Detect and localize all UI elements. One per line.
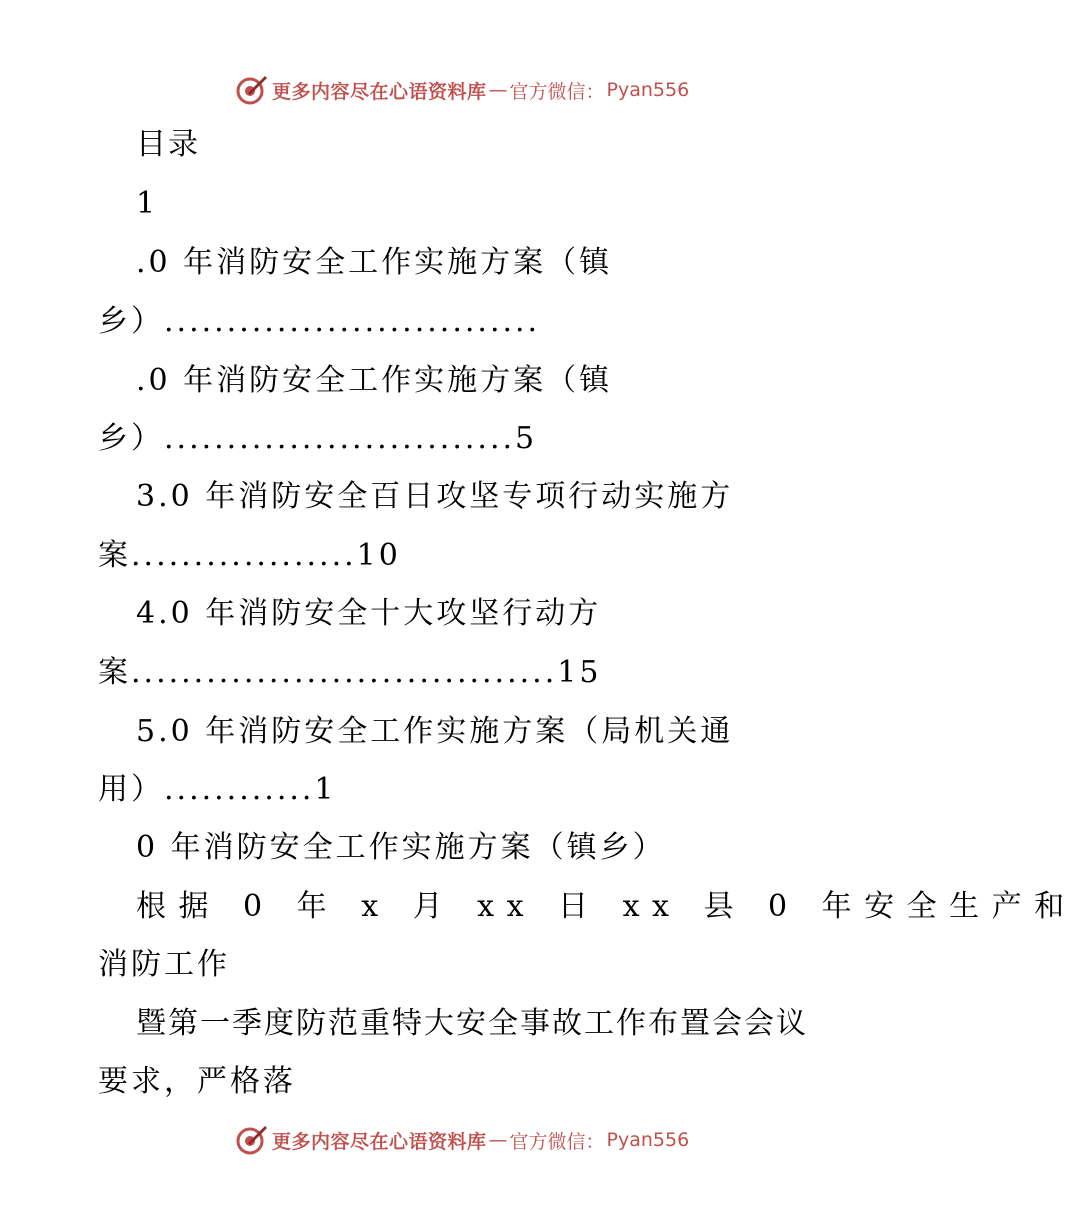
toc-entry-4-line1: 4.0 年消防安全十大攻坚行动方	[136, 596, 602, 631]
watermark-wechat-id: Pyan556	[606, 1129, 690, 1151]
watermark-wechat-label: 官方微信：	[509, 1130, 605, 1153]
toc-entry-4-line2: 案..................................15	[98, 655, 602, 690]
toc-entry-3-line2: 案..................10	[98, 538, 401, 573]
watermark-brand: 更多内容尽在心语资料库	[272, 1130, 487, 1153]
toc-entry-1-line1: .0 年消防安全工作实施方案（镇	[136, 245, 613, 280]
header-watermark	[234, 72, 754, 108]
paragraph-2-line1: 暨第一季度防范重特大安全事故工作布置会会议	[136, 1006, 808, 1041]
paragraph-1-line2: 消防工作	[98, 947, 230, 982]
watermark-wechat-label: 官方微信：	[509, 80, 605, 103]
watermark-brand: 更多内容尽在心语资料库	[272, 80, 487, 103]
paragraph-1-line1: 根据 0 年 x 月 xx 日 xx 县 0 年安全生产和	[136, 889, 1077, 924]
toc-title: 目录	[136, 127, 200, 162]
paragraph-2-line2: 要求，严格落	[98, 1064, 296, 1099]
toc-entry-3-line1: 3.0 年消防安全百日攻坚专项行动实施方	[136, 479, 734, 514]
brush-logo-icon	[234, 73, 268, 107]
toc-entry-2-line1: .0 年消防安全工作实施方案（镇	[136, 363, 613, 398]
watermark-separator: —	[488, 79, 508, 101]
watermark-wechat-id: Pyan556	[606, 79, 690, 101]
toc-entry-1-line2: 乡）..............................	[98, 304, 541, 339]
toc-number: 1	[136, 186, 158, 221]
footer-watermark	[234, 1122, 754, 1158]
toc-entry-2-line2: 乡）............................5	[98, 421, 538, 456]
brush-logo-icon	[234, 1123, 268, 1157]
watermark-separator: —	[488, 1129, 508, 1151]
section-title: 0 年消防安全工作实施方案（镇乡）	[136, 830, 666, 865]
toc-entry-5-line2: 用）............1	[98, 772, 337, 807]
toc-entry-5-line1: 5.0 年消防安全工作实施方案（局机关通	[136, 714, 734, 749]
